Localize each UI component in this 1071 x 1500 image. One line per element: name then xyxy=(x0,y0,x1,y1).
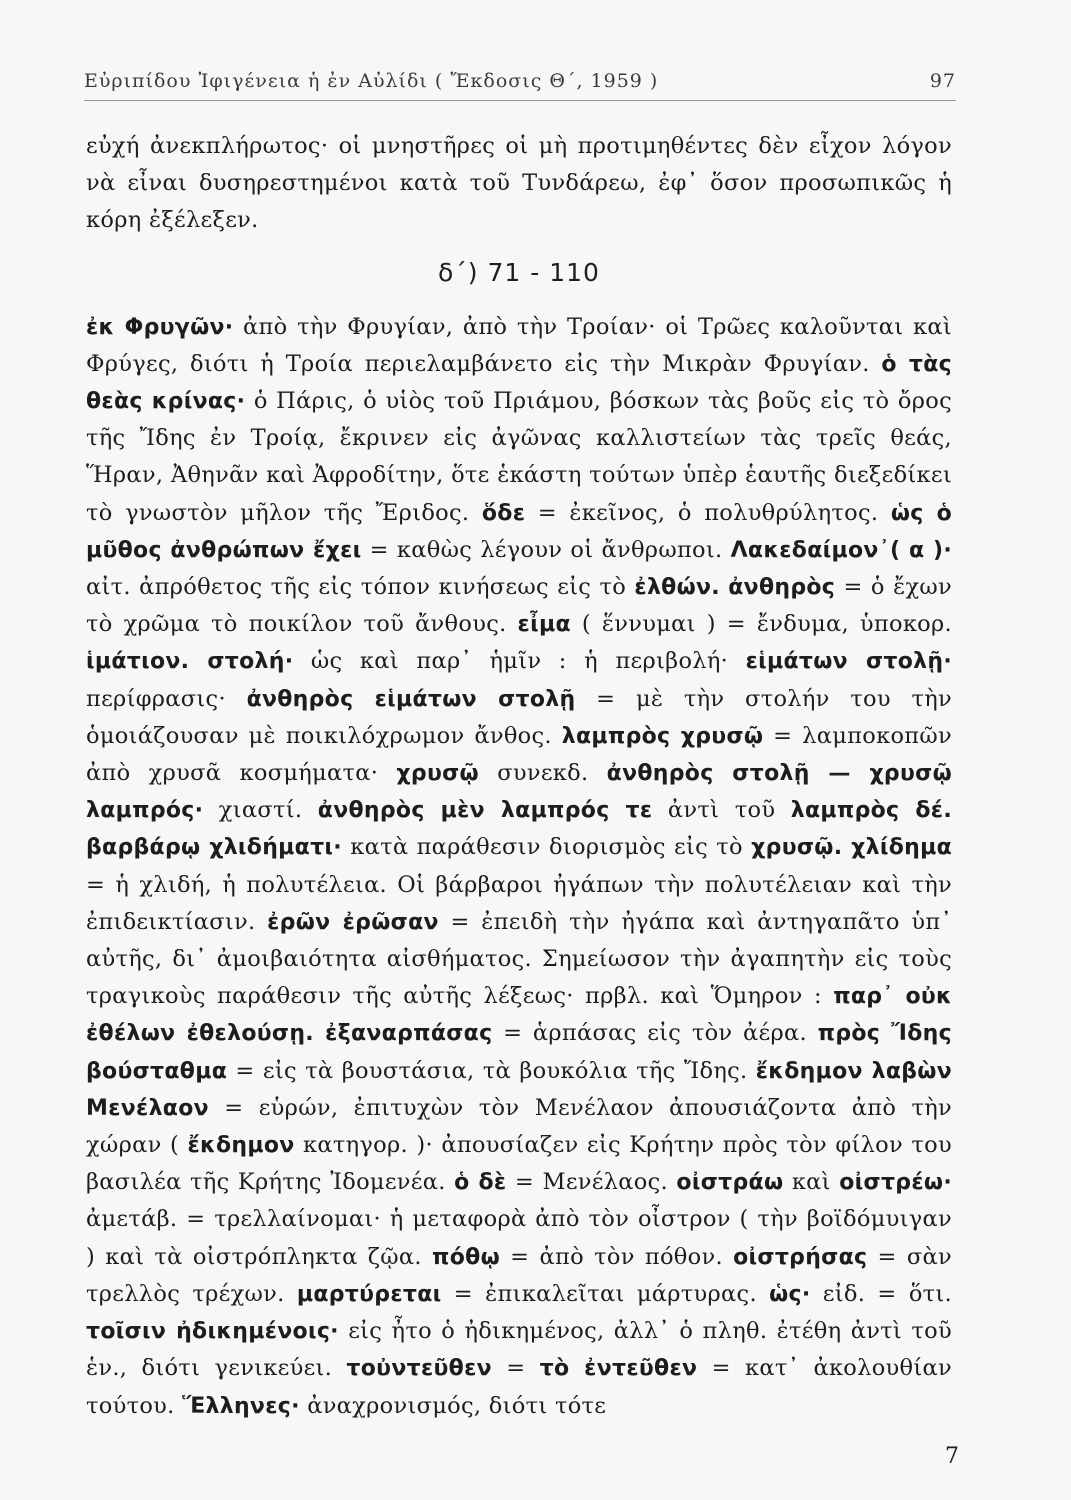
lemma: ὁ τὰς θεὰς κρίνας· xyxy=(86,351,953,415)
lemma: τὸ ἐντεῦθεν xyxy=(539,1356,698,1382)
gloss-text: = κατ᾽ ἀκολουθίαν τούτου. xyxy=(86,1355,952,1419)
gloss-text: = ἀπὸ τὸν πόθον. xyxy=(500,1243,734,1270)
gloss-text: ἀμετάβ. = τρελλαίνομαι· ἡ μεταφορὰ ἀπὸ τὸν οἶστρον ( τὴν βοϊδόμυιγαν ) καὶ τὰ οἰστρόπληκτα ζῷα. xyxy=(86,1206,952,1270)
gloss-text: ἀναχρονισμός, διότι τότε xyxy=(299,1392,607,1419)
section-heading: δ΄) 71 - 110 xyxy=(438,257,600,287)
gloss-text: κατηγορ. )· ἀπουσίαζεν εἰς Κρήτην πρὸς τὸν φίλον του βασιλέα τῆς Κρήτης Ἰδομενέα. xyxy=(86,1132,952,1196)
gloss-text: καὶ xyxy=(783,1169,840,1196)
lemma: ἱμάτιον. στολή· xyxy=(86,649,294,675)
lemma: ἐλθών. xyxy=(634,575,720,601)
running-header xyxy=(84,60,956,101)
signature-mark: 7 xyxy=(945,1444,959,1469)
lemma: ὁ δὲ xyxy=(454,1170,507,1196)
gloss-text: = ὁ ἔχων τὸ χρῶμα τὸ ποικίλον τοῦ ἄνθους. xyxy=(86,574,952,638)
lemma: εἶμα xyxy=(517,612,571,638)
gloss-text: περίφρασις· xyxy=(86,685,247,712)
lemma: πρὸς Ἴδης βούσταθμα xyxy=(86,1021,952,1084)
lemma: πόθῳ xyxy=(432,1244,500,1270)
gloss-text: = ἐπικαλεῖται μάρτυρας. xyxy=(441,1280,770,1307)
lemma: τοῖσιν ἠδικημένοις· xyxy=(86,1319,339,1345)
lemma: ὅδε xyxy=(481,500,526,526)
lemma: οἰστρέω· xyxy=(839,1170,952,1196)
lemma: ἀνθηρὸς xyxy=(728,575,836,601)
lemma: ἔκδημον xyxy=(187,1133,295,1159)
lemma: ἔκδημον λαβὼν Μενέλαον xyxy=(86,1058,953,1121)
lemma: τοὐντεῦθεν xyxy=(346,1356,492,1382)
lemma: εἱμάτων στολῇ· xyxy=(745,649,952,675)
lemma: ἀνθηρὸς μὲν λαμπρός τε xyxy=(317,798,653,824)
commentary-paragraph xyxy=(86,309,952,1425)
lemma: παρ᾽ οὐκ ἐθέλων ἐθελούσῃ. ἐξαναρπάσας xyxy=(86,984,952,1047)
page-body xyxy=(86,128,952,1425)
lemma: Λακεδαίμον᾽( α )· xyxy=(730,537,953,563)
lemma: ὡς ὁ μῦθος ἀνθρώπων ἔχει xyxy=(86,500,953,563)
gloss-text: κατὰ παράθεσιν διορισμὸς εἰς τὸ xyxy=(341,834,752,861)
gloss-text: ἀντὶ τοῦ xyxy=(652,797,791,824)
gloss-text: = καθὼς λέγουν οἱ ἄνθρωποι. xyxy=(361,536,731,563)
gloss-text: αἰτ. ἀπρόθετος τῆς εἰς τόπον κινήσεως εἰς τὸ xyxy=(86,574,635,601)
gloss-text: = ἐπειδὴ τὴν ἠγάπα καὶ ἀντηγαπᾶτο ὑπ᾽ αὐτῆς, δι᾽ ἀμοιβαιότητα αἰσθήματος. Σημείωσον τὴν ἀγαπητὴν εἰς τοὺς τραγικοὺς παράθεσιν τῆς αὐτῆς λέξεως· πρβλ. καὶ Ὅμηρον : xyxy=(86,908,952,1010)
gloss-text: ( ἕννυμαι ) = ἔνδυμα, ὑποκορ. xyxy=(570,611,953,638)
gloss-text: συνεκδ. xyxy=(478,760,607,787)
lemma: ἐκ Φρυγῶν· xyxy=(86,314,234,340)
lemma: οἰστρήσας xyxy=(733,1244,868,1270)
gloss-text: = Μενέλαος. xyxy=(506,1169,677,1196)
gloss-text: εἰδ. = ὅτι. xyxy=(810,1280,952,1307)
lemma: λαμπρὸς χρυσῷ xyxy=(561,723,764,749)
lemma: μαρτύρεται xyxy=(296,1281,442,1307)
lemma: χρυσῷ xyxy=(396,761,479,787)
gloss-text: = xyxy=(491,1355,540,1382)
gloss-text: = εἰς τὰ βουστάσια, τὰ βουκόλια τῆς Ἴδης. xyxy=(227,1057,756,1084)
lemma: οἰστράω xyxy=(676,1170,784,1196)
gloss-text: χιαστί. xyxy=(203,797,318,824)
lemma: ἀνθηρὸς εἱμάτων στολῇ xyxy=(246,686,576,712)
gloss-text: = μὲ τὴν στολήν του τὴν ὁμοιάζουσαν μὲ ποικιλόχρωμον ἄνθος. xyxy=(86,685,952,749)
running-title: Εὐριπίδου Ἰφιγένεια ἡ ἐν Αὐλίδι ( Ἔκδοσις Θ΄, 1959 ) xyxy=(84,70,659,92)
lemma: ἀνθηρὸς στολῇ — χρυσῷ λαμπρός· xyxy=(86,761,952,824)
lemma: ὡς· xyxy=(769,1281,811,1307)
gloss-text: = ἁρπάσας εἰς τὸν ἀέρα. xyxy=(492,1020,818,1047)
gloss-text: ἀπὸ τὴν Φρυγίαν, ἀπὸ τὴν Τροίαν· οἱ Τρῶες καλοῦνται καὶ Φρύγες, διότι ἡ Τροία περιελαμβάνετο εἰς τὴν Μικρὰν Φρυγίαν. xyxy=(86,313,953,377)
intro-paragraph: εὐχή ἀνεκπλήρωτος· οἱ μνηστῆρες οἱ μὴ προτιμηθέντες δὲν εἶχον λόγον νὰ εἶναι δυσηρεστημένοι κατὰ τοῦ Τυνδάρεω, ἐφ᾽ ὅσον προσωπικῶς ἡ κόρη ἐξέλεξεν. xyxy=(86,133,952,234)
lemma: χρυσῷ. χλίδημα xyxy=(751,835,953,861)
gloss-text: εἰς ἦτο ὁ ἠδικημένος, ἀλλ᾽ ὁ πληθ. ἐτέθη ἀντὶ τοῦ ἑν., διότι γενικεύει. xyxy=(86,1318,952,1382)
gloss-text: = ἐκεῖνος, ὁ πολυθρύλητος. xyxy=(525,499,891,526)
gloss-text: ὁ Πάρις, ὁ υἱὸς τοῦ Πριάμου, βόσκων τὰς βοῦς εἰς τὸ ὄρος τῆς Ἴδης ἐν Τροίᾳ, ἔκρινεν εἰς ἀγῶνας καλλιστείων τὰς τρεῖς θεάς, Ἥραν, Ἀθηνᾶν καὶ Ἀφροδίτην, ὅτε ἑκάστη τούτων ὑπὲρ ἑαυτῆς διεξεδίκει τὸ γνωστὸν μῆλον τῆς Ἔριδος. xyxy=(86,388,952,526)
gloss-text: = ἡ χλιδή, ἡ πολυτέλεια. Οἱ βάρβαροι ἠγάπων τὴν πολυτέλειαν καὶ τὴν ἐπιδεικτίασιν. xyxy=(86,871,952,935)
lemma: Ἕλληνες· xyxy=(182,1393,300,1419)
lemma: ἐρῶν ἐρῶσαν xyxy=(267,909,439,935)
gloss-text: ὡς καὶ παρ᾽ ἡμῖν : ἡ περιβολή· xyxy=(293,648,746,675)
lemma: λαμπρὸς δέ. βαρβάρῳ χλιδήματι· xyxy=(86,798,952,861)
page-number: 97 xyxy=(929,70,956,92)
gloss-text: = εὑρών, ἐπιτυχὼν τὸν Μενέλαον ἀπουσιάζοντα ἀπὸ τὴν χώραν ( xyxy=(86,1094,952,1159)
gloss-text: = λαμποκοπῶν ἀπὸ χρυσᾶ κοσμήματα· xyxy=(86,722,953,787)
gloss-text: = σὰν τρελλὸς τρέχων. xyxy=(86,1243,952,1307)
